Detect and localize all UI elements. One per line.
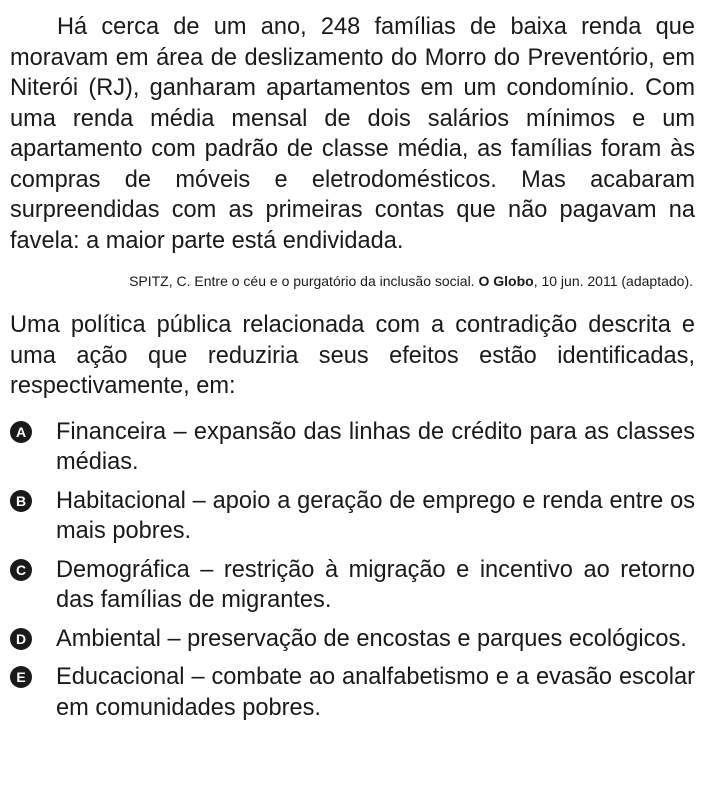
option-d-text: Ambiental – preservação de encostas e parques ecológicos. [56,625,687,652]
option-b-letter-icon: B [10,490,32,512]
option-c-text: Demográfica – restrição à migração e incentivo ao retorno das famílias de migrantes. [56,556,695,613]
option-b-text: Habitacional – apoio a geração de emprego e renda entre os mais pobres. [56,487,695,544]
option-e-letter-icon: E [10,666,32,688]
option-a-letter-icon: A [10,421,32,443]
option-a[interactable] [10,417,695,478]
question-text: Uma política pública relacionada com a contradição descrita e uma ação que reduziria seus efeitos estão identificadas, respectivamente, em: [10,312,695,399]
option-a-text: Financeira – expansão das linhas de crédito para as classes médias. [56,418,695,475]
citation-text: SPITZ, C. Entre o céu e o purgatório da inclusão social. [129,273,479,289]
citation-source: O Globo [478,273,534,289]
option-e-text: Educacional – combate ao analfabetismo e a evasão escolar em comunidades pobres. [56,664,695,721]
citation [10,272,695,290]
option-d-letter-icon: D [10,628,32,650]
option-d[interactable] [10,624,695,655]
answer-options [10,417,695,724]
option-b[interactable] [10,486,695,547]
option-e[interactable] [10,662,695,723]
passage-text: Há cerca de um ano, 248 famílias de baixa renda que moravam em área de deslizamento do Morro do Preventório, em Niterói (RJ), ganharam apartamentos em um condomínio. Com uma renda média mensal de dois salários mínimos e um apartamento com padrão de classe média, as famílias foram às compras de móveis e eletrodomésticos. Mas acabaram surpreendidas com as primeiras contas que não pagavam na favela: a maior parte está endividada. [10,14,695,254]
option-c-letter-icon: C [10,559,32,581]
option-c[interactable] [10,555,695,616]
citation-date: , 10 jun. 2011 (adaptado). [533,273,693,289]
